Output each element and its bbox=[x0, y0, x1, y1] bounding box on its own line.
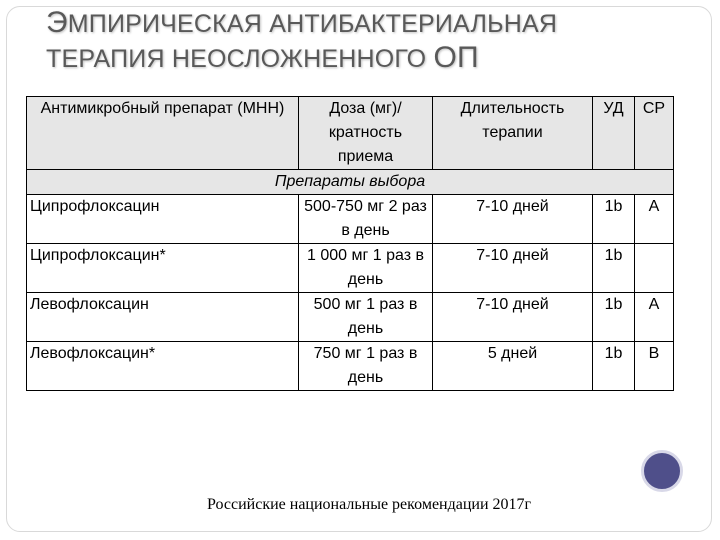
ud-cell: 1b bbox=[593, 195, 635, 244]
drug-cell: Левофлоксацин* bbox=[27, 342, 299, 391]
sr-cell: A bbox=[635, 293, 674, 342]
duration-cell: 5 дней bbox=[433, 342, 593, 391]
title-first-letter: Э bbox=[46, 6, 68, 39]
duration-cell: 7-10 дней bbox=[433, 293, 593, 342]
sr-cell bbox=[635, 244, 674, 293]
drug-cell: Левофлоксацин bbox=[27, 293, 299, 342]
duration-cell: 7-10 дней bbox=[433, 195, 593, 244]
citation-text: Российские национальные рекомендации 2017г bbox=[207, 496, 532, 513]
dose-cell: 1 000 мг 1 раз в день bbox=[299, 244, 433, 293]
drug-table bbox=[26, 96, 674, 391]
table-row bbox=[27, 342, 674, 391]
decorative-circle-icon bbox=[641, 450, 683, 492]
table-section-row bbox=[27, 170, 674, 195]
sr-cell: B bbox=[635, 342, 674, 391]
dose-cell: 500 мг 1 раз в день bbox=[299, 293, 433, 342]
ud-cell: 1b bbox=[593, 342, 635, 391]
table-row bbox=[27, 293, 674, 342]
slide-title bbox=[46, 6, 686, 76]
sr-cell: A bbox=[635, 195, 674, 244]
title-line2-wrap bbox=[46, 41, 686, 76]
drug-cell: Ципрофлоксацин* bbox=[27, 244, 299, 293]
table-row bbox=[27, 195, 674, 244]
dose-cell: 500-750 мг 2 раз в день bbox=[299, 195, 433, 244]
header-ud: УД bbox=[593, 97, 635, 170]
header-duration: Длительность терапии bbox=[433, 97, 593, 170]
header-sr: СР bbox=[635, 97, 674, 170]
title-line2-abbr: ОП bbox=[433, 41, 479, 74]
duration-cell: 7-10 дней bbox=[433, 244, 593, 293]
title-line2: ТЕРАПИЯ НЕОСЛОЖНЕННОГО bbox=[46, 45, 427, 73]
header-dose: Доза (мг)/ кратность приема bbox=[299, 97, 433, 170]
title-line1: МПИРИЧЕСКАЯ АНТИБАКТЕРИАЛЬНАЯ bbox=[67, 10, 558, 38]
drug-cell: Ципрофлоксацин bbox=[27, 195, 299, 244]
dose-cell: 750 мг 1 раз в день bbox=[299, 342, 433, 391]
ud-cell: 1b bbox=[593, 293, 635, 342]
table-row bbox=[27, 244, 674, 293]
ud-cell: 1b bbox=[593, 244, 635, 293]
header-drug: Антимикробный препарат (МНН) bbox=[27, 97, 299, 170]
section-label: Препараты выбора bbox=[27, 170, 674, 195]
table-header-row bbox=[27, 97, 674, 170]
